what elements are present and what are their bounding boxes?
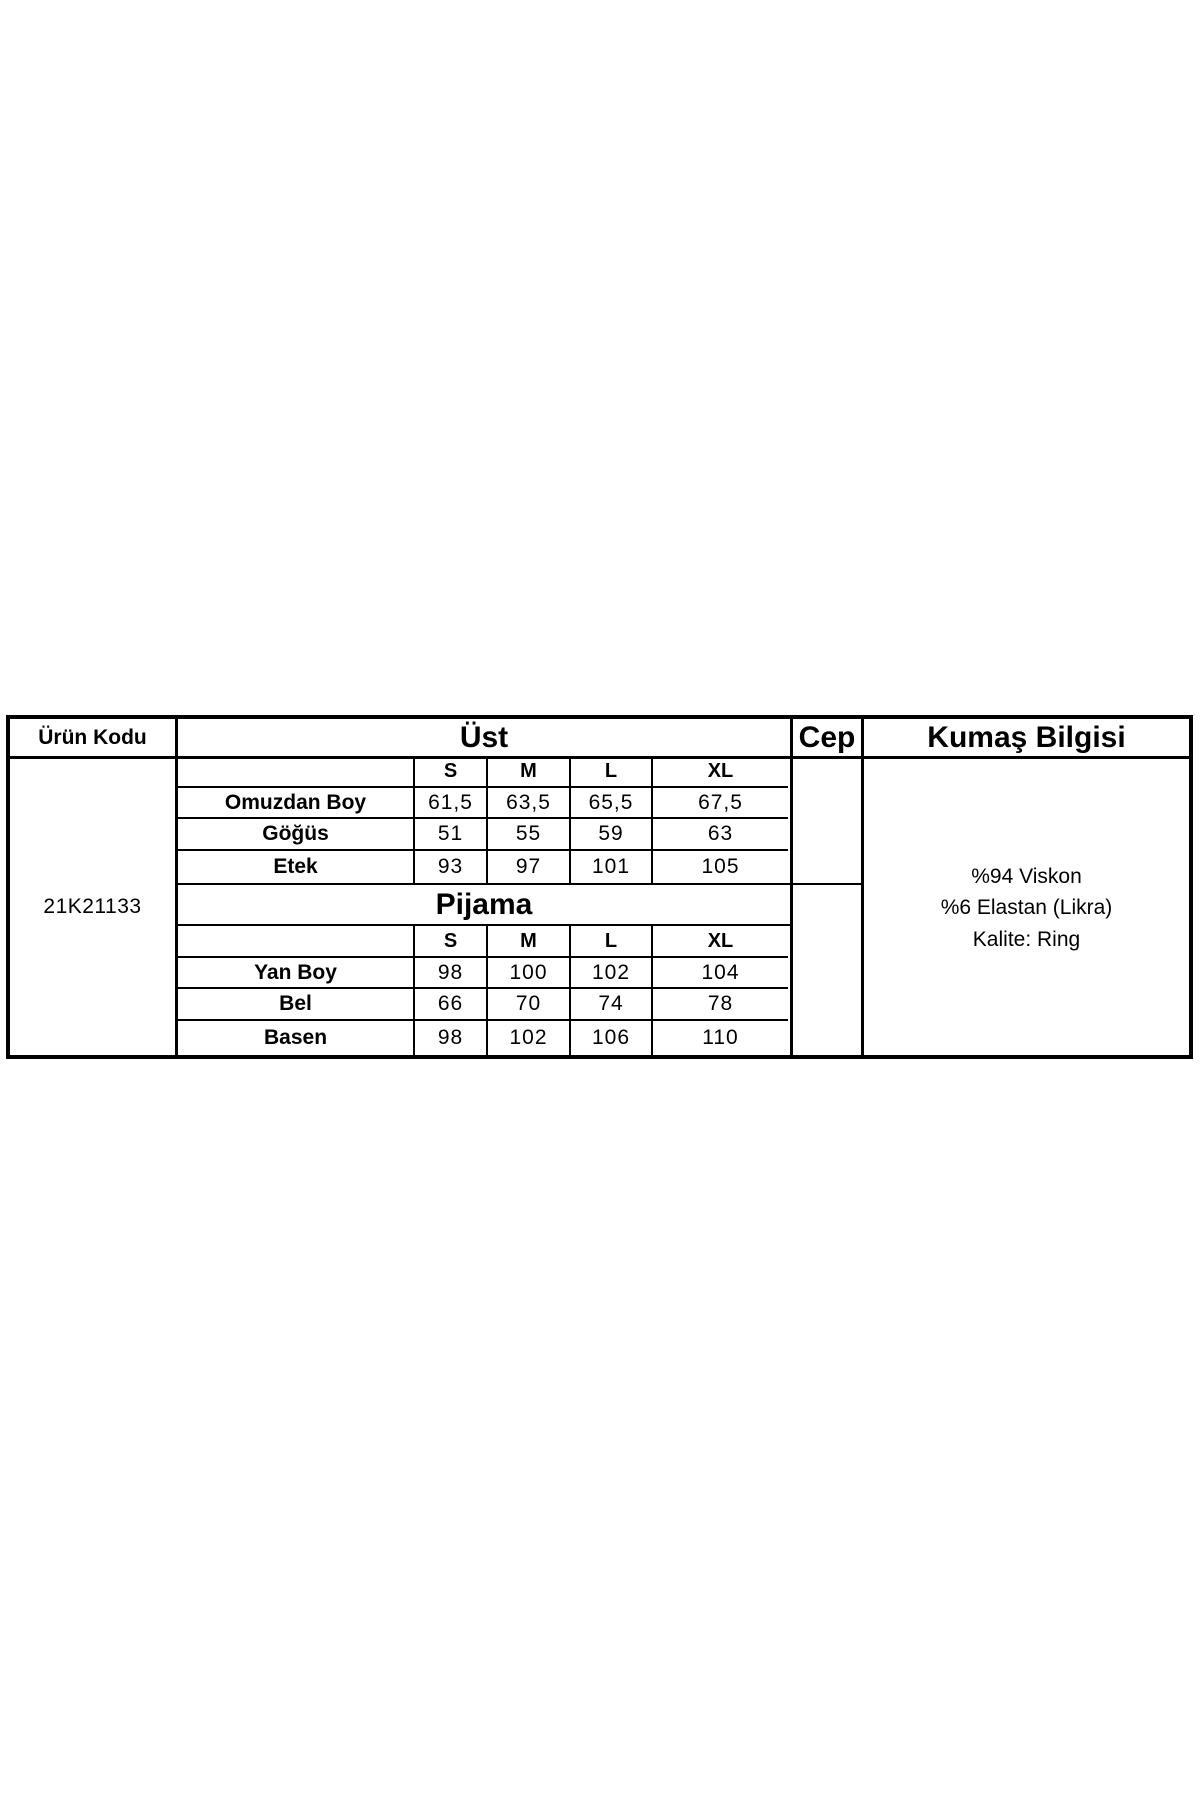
measurement-label: Göğüs <box>262 822 329 845</box>
top-section-divider <box>790 715 793 1059</box>
measurement-value: 61,5 <box>428 790 473 814</box>
measurement-value: 63,5 <box>506 790 551 814</box>
measurement-value: 70 <box>515 992 542 1015</box>
measurement-value: 74 <box>598 992 624 1015</box>
size-header-xl: XL <box>707 929 734 952</box>
measurement-label: Yan Boy <box>254 960 337 984</box>
product-code-value: 21K21133 <box>43 895 142 918</box>
fabric-header: Kumaş Bilgisi <box>927 720 1126 754</box>
measurement-value: 67,5 <box>698 790 743 814</box>
fabric-line-1: %94 Viskon <box>971 865 1082 888</box>
measurement-label: Omuzdan Boy <box>224 790 367 814</box>
measurement-value: 93 <box>437 855 464 878</box>
table-border-bottom <box>6 1055 1193 1059</box>
top-header: Üst <box>459 720 509 754</box>
fabric-line-2: %6 Elastan (Likra) <box>940 896 1113 919</box>
size-header-s: S <box>443 929 458 952</box>
measurement-value: 98 <box>437 1026 464 1049</box>
measurement-value: 78 <box>707 992 734 1015</box>
size-header-l: L <box>604 760 618 782</box>
measurement-value: 59 <box>598 822 624 845</box>
measurement-value: 100 <box>509 960 548 984</box>
measurement-value: 105 <box>701 855 740 878</box>
size-header-l: L <box>604 929 618 952</box>
measurement-value: 97 <box>515 855 542 878</box>
measurement-value: 102 <box>509 1026 548 1049</box>
measurement-value: 51 <box>437 822 464 845</box>
measurement-value: 104 <box>701 960 740 984</box>
measurement-value: 55 <box>515 822 542 845</box>
measurement-value: 66 <box>437 992 464 1015</box>
pocket-header: Cep <box>798 720 856 754</box>
size-header-m: M <box>520 929 537 952</box>
measurement-value: 110 <box>702 1026 739 1049</box>
size-header-xl: XL <box>707 760 734 782</box>
measurement-label: Basen <box>263 1026 328 1049</box>
measurement-value: 65,5 <box>588 790 634 814</box>
measurement-value: 106 <box>591 1026 631 1049</box>
table-border-right <box>1189 715 1193 1059</box>
pajama-title: Pijama <box>435 887 533 921</box>
fabric-line-3: Kalite: Ring <box>972 928 1081 951</box>
measurement-value: 101 <box>591 855 631 878</box>
size-header-m: M <box>520 760 537 782</box>
measurement-value: 98 <box>437 960 464 984</box>
measurement-label: Etek <box>273 855 318 878</box>
size-header-s: S <box>443 760 458 782</box>
measurement-value: 63 <box>707 822 734 845</box>
product-code-header: Ürün Kodu <box>38 725 147 749</box>
measurement-value: 102 <box>591 960 631 984</box>
measurement-label: Bel <box>279 992 312 1015</box>
